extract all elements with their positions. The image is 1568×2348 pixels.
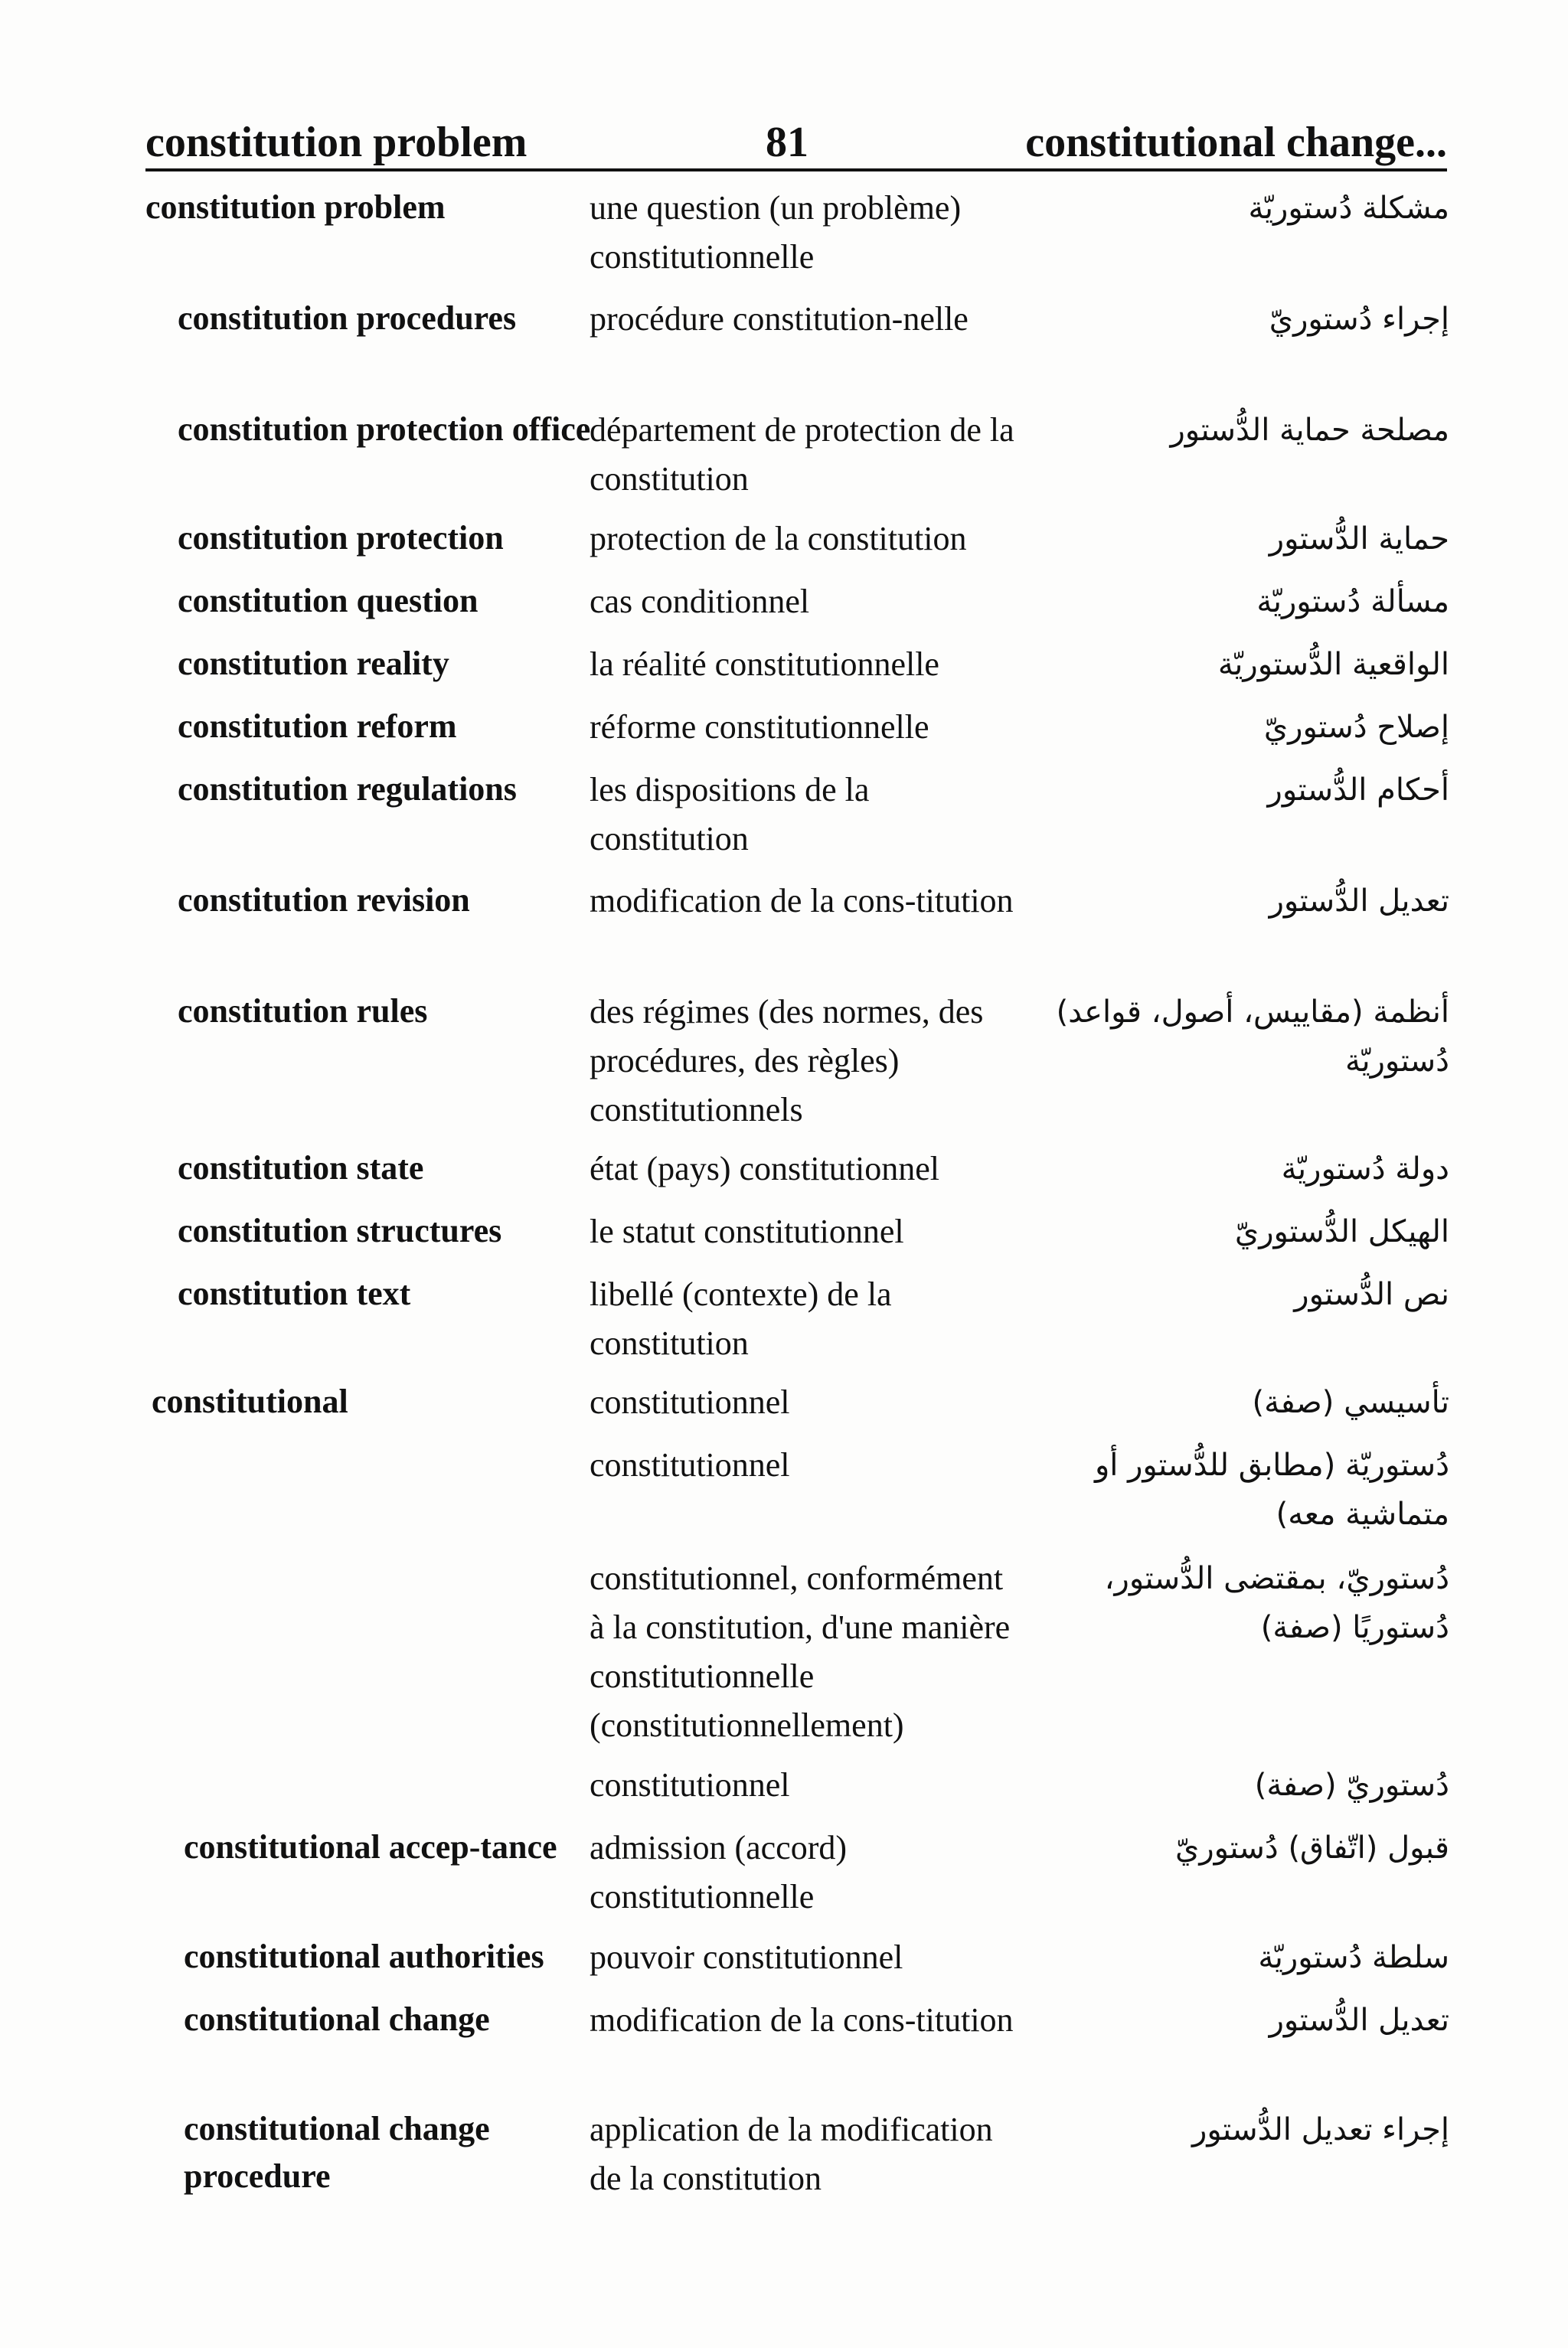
arabic-translation: حماية الدُّستور xyxy=(1269,521,1449,557)
english-term: constitution state xyxy=(178,1149,424,1187)
french-translation: le statut constitutionnel xyxy=(590,1213,904,1250)
french-translation: la réalité constitutionnelle xyxy=(590,645,939,683)
arabic-translation: تعديل الدُّستور xyxy=(1269,2003,1449,2038)
arabic-translation: الواقعية الدُّستوريّة xyxy=(1217,647,1449,682)
header-right-guideword: constitutional change... xyxy=(1025,119,1447,166)
arabic-translation: نص الدُّستور xyxy=(1294,1277,1449,1312)
french-translation: une question (un problème) constitutionnelle xyxy=(590,189,962,276)
arabic-translation: مشكلة دُستوريّة xyxy=(1248,191,1449,226)
english-term: constitutional authorities xyxy=(184,1938,544,1975)
arabic-translation: تعديل الدُّستور xyxy=(1269,883,1449,919)
page-number: 81 xyxy=(766,119,808,166)
french-translation: des régimes (des normes, des procédures, des règles) constitutionnels xyxy=(590,993,984,1128)
french-translation: modification de la cons-titution xyxy=(590,2001,1014,2039)
french-translation: procédure constitution-nelle xyxy=(590,300,969,338)
french-translation: constitutionnel xyxy=(590,1446,790,1484)
french-translation: département de protection de la constitution xyxy=(590,411,1014,498)
arabic-translation: قبول (اتّفاق) دُستوريّ xyxy=(1175,1830,1449,1866)
french-translation: réforme constitutionnelle xyxy=(590,708,929,746)
french-translation: état (pays) constitutionnel xyxy=(590,1150,939,1187)
english-term: constitution text xyxy=(178,1275,411,1312)
english-term: constitutional change procedure xyxy=(184,2110,490,2195)
arabic-translation: مصلحة حماية الدُّستور xyxy=(1170,413,1449,448)
english-term: constitution question xyxy=(178,582,479,619)
arabic-translation: دُستوريّ، بمقتضى الدُّستور، دُستوريًا (صفة) xyxy=(1104,1561,1449,1645)
french-translation: cas conditionnel xyxy=(590,583,810,620)
english-term: constitutional change xyxy=(184,2000,490,2038)
arabic-translation: دُستوريّ (صفة) xyxy=(1254,1768,1449,1803)
arabic-translation: دُستوريّة (مطابق للدُّستور أو متماشية معه) xyxy=(1094,1448,1449,1532)
english-term: constitution reality xyxy=(178,645,449,682)
french-translation: admission (accord) constitutionnelle xyxy=(590,1829,847,1915)
french-translation: libellé (contexte) de la constitution xyxy=(590,1275,892,1362)
english-term: constitution protection xyxy=(178,519,504,557)
arabic-translation: مسألة دُستوريّة xyxy=(1256,584,1449,619)
french-translation: pouvoir constitutionnel xyxy=(590,1938,903,1976)
english-term: constitution rules xyxy=(178,992,428,1030)
arabic-translation: إصلاح دُستوريّ xyxy=(1263,710,1449,745)
english-term: constitution structures xyxy=(178,1212,502,1249)
arabic-translation: تأسيسي (صفة) xyxy=(1252,1385,1449,1420)
english-term: constitution procedures xyxy=(178,299,517,337)
arabic-translation: أنظمة (مقاييس، أصول، قواعد) دُستوريّة xyxy=(1056,994,1449,1079)
header-left-guideword: constitution problem xyxy=(145,119,528,166)
french-translation: protection de la constitution xyxy=(590,520,967,557)
french-translation: constitutionnel, conformément à la constitution, d'une manière constitutionnelle (constitutionnellement) xyxy=(590,1559,1011,1744)
arabic-translation: الهيكل الدُّستوريّ xyxy=(1234,1214,1449,1249)
english-term: constitution reform xyxy=(178,707,457,745)
french-translation: modification de la cons-titution xyxy=(590,882,1014,919)
english-term: constitution problem xyxy=(145,188,446,226)
arabic-translation: سلطة دُستوريّة xyxy=(1258,1940,1449,1975)
french-translation: les dispositions de la constitution xyxy=(590,771,870,857)
arabic-translation: دولة دُستوريّة xyxy=(1281,1151,1449,1187)
english-term: constitution revision xyxy=(178,881,470,919)
english-term: constitutional accep-tance xyxy=(184,1828,557,1866)
french-translation: constitutionnel xyxy=(590,1383,790,1421)
french-translation: application de la modification de la constitution xyxy=(590,2111,993,2197)
french-translation: constitutionnel xyxy=(590,1766,790,1804)
arabic-translation: أحكام الدُّستور xyxy=(1267,772,1449,808)
english-term: constitutional xyxy=(152,1383,348,1420)
arabic-translation: إجراء تعديل الدُّستور xyxy=(1192,2112,1449,2147)
english-term: constitution regulations xyxy=(178,770,517,808)
arabic-translation: إجراء دُستوريّ xyxy=(1269,302,1449,337)
english-term: constitution protection office xyxy=(178,410,591,448)
